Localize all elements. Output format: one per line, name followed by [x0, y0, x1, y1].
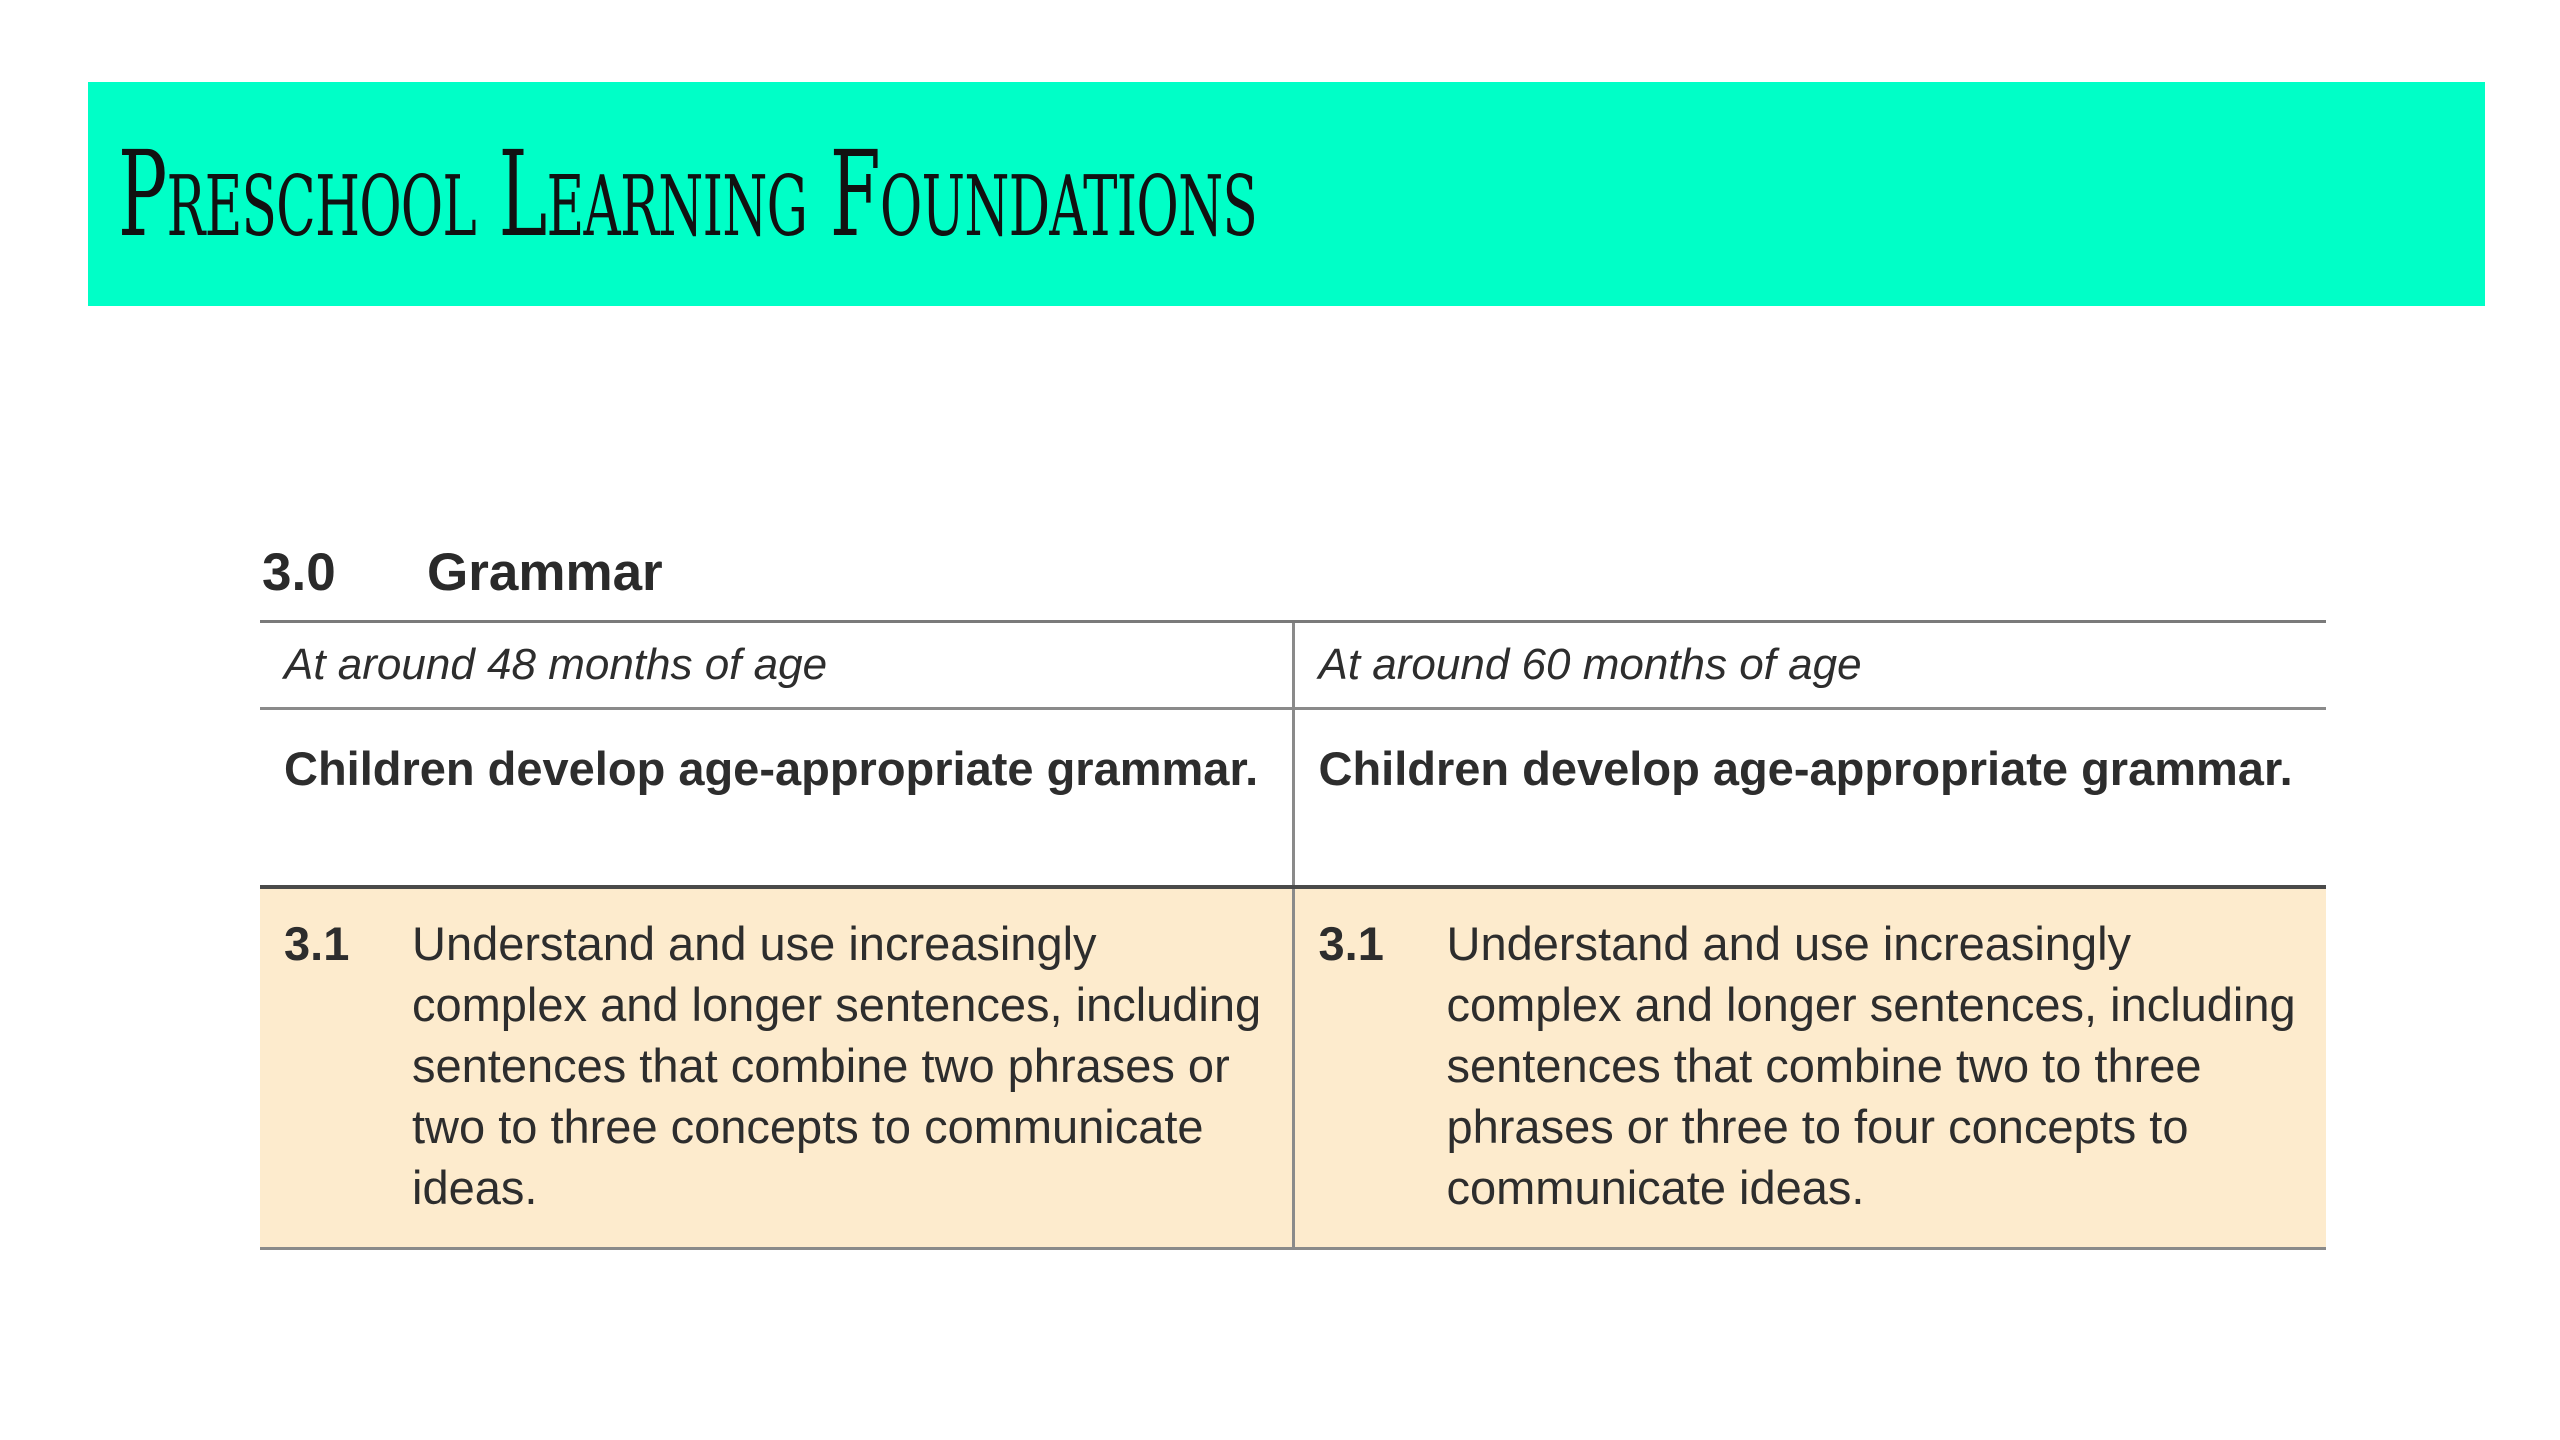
section-title: Grammar	[427, 542, 663, 602]
section-number: 3.0	[262, 542, 336, 602]
description-60-months: Children develop age-appropriate grammar.	[1293, 709, 2326, 887]
foundation-cell-48-months	[260, 887, 1293, 1249]
age-header-row	[260, 622, 2326, 709]
foundation-text: Understand and use increasingly complex and longer sentences, including sentences that combine two phrases or two to three concepts to communicate ideas.	[412, 916, 1262, 1214]
foundations-table	[260, 620, 2326, 1250]
age-60-months-header: At around 60 months of age	[1293, 622, 2326, 709]
foundation-number: 3.1	[1318, 916, 1384, 970]
slide-title: Preschool Learning Foundations	[118, 125, 1258, 263]
foundation-cell-60-months	[1293, 887, 2326, 1249]
foundation-text: Understand and use increasingly complex and longer sentences, including sentences that combine two to three phrases or three to four concepts to communicate ideas.	[1446, 916, 2296, 1214]
description-row	[260, 709, 2326, 887]
description-48-months: Children develop age-appropriate grammar.	[260, 709, 1293, 887]
title-banner	[88, 82, 2485, 306]
age-48-months-header: At around 48 months of age	[260, 622, 1293, 709]
foundation-row	[260, 887, 2326, 1249]
foundation-number: 3.1	[284, 916, 350, 970]
section-heading	[262, 538, 663, 606]
